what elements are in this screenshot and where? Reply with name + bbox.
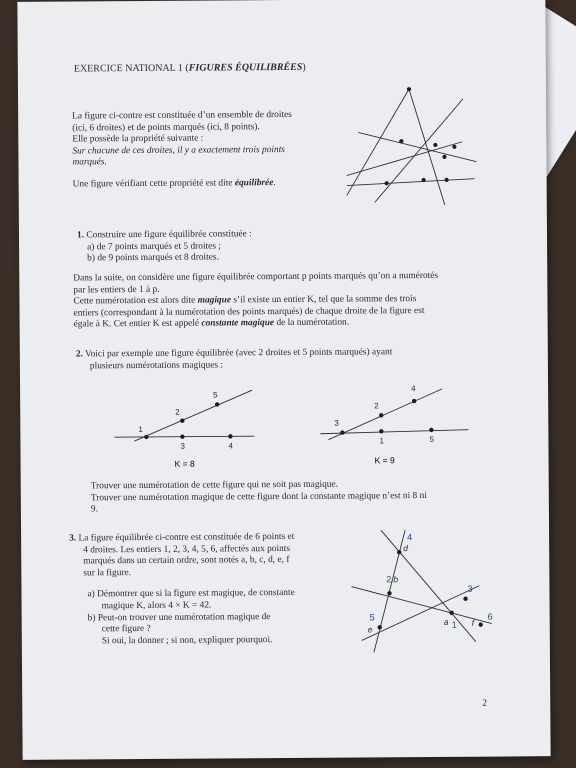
question-item: b) de 9 points marqués et 8 droites.: [87, 252, 219, 264]
question-item: a) de 7 points marqués et 5 droites ;: [87, 241, 221, 252]
diagram-point: [407, 87, 411, 91]
question-item: magique K, alors 4 × K = 42.: [101, 600, 212, 612]
definition-line: [73, 178, 333, 191]
paragraph-term: constante magique: [201, 318, 275, 329]
balanced-figure-diagram: [346, 87, 487, 213]
paragraph-line: entiers (correspondant à la numérotation des points marqués) de chaque droite de la figure est: [73, 305, 425, 319]
point-label: 1: [379, 436, 384, 446]
point-label: f: [471, 617, 475, 628]
point-label: 3: [180, 441, 185, 451]
handwritten-number: 3: [467, 583, 473, 594]
diagram-point: [442, 155, 446, 159]
diagram-point: [385, 181, 389, 185]
intro-line: La figure ci-contre est constituée d’un ensemble de droites: [72, 109, 292, 122]
intro-paragraph: [72, 110, 333, 191]
marked-point: [228, 434, 232, 438]
intro-line: Elle possède la propriété suivante :: [72, 133, 204, 145]
diagram-line: [409, 89, 445, 205]
paragraph-term: magique: [197, 295, 232, 306]
question-number: 2.: [75, 349, 83, 360]
point-label: d: [403, 543, 408, 554]
point-label: 2: [374, 401, 379, 411]
question-text: La figure équilibrée ci-contre est constituée de 6 points et: [78, 531, 295, 544]
question-text: 4 droites. Les entiers 1, 2, 3, 4, 5, 6, affectés aux points: [83, 543, 291, 555]
task-line: 9.: [90, 504, 98, 515]
point-label: e: [367, 624, 373, 635]
question-text: sur la figure.: [83, 567, 132, 579]
point-label: b: [393, 574, 399, 585]
exercise-title: [74, 62, 306, 75]
worksheet-page: [17, 0, 550, 760]
question-2-tasks: [91, 478, 511, 516]
question-item: Si oui, la donner ; si non, expliquer pourquoi.: [101, 634, 273, 647]
marked-point: [180, 434, 184, 438]
definition-term: équilibrée: [234, 178, 274, 189]
figure-caption: K = 9: [374, 455, 395, 466]
question-item: b) Peut-on trouver une numérotation magique de: [87, 611, 271, 623]
question-number: 1.: [76, 230, 85, 241]
question-text: Construire une figure équilibrée constituée :: [86, 229, 252, 241]
handwritten-number: 2: [386, 574, 392, 585]
paragraph-text: de la numérotation.: [274, 317, 350, 329]
paragraph-line: par les entiers de 1 à p.: [73, 284, 160, 296]
point-label: a: [443, 616, 449, 627]
point-label: 5: [213, 390, 218, 400]
title-text: ): [302, 61, 306, 73]
marked-point: [379, 413, 383, 417]
marked-point: [215, 402, 219, 406]
question-1: [77, 229, 252, 265]
figure-caption: K = 8: [174, 458, 195, 469]
diagram-point: [433, 143, 437, 147]
question-item: cette figure ?: [101, 624, 151, 635]
point-label: 5: [429, 434, 434, 444]
marked-point: [479, 622, 483, 626]
marked-point: [340, 430, 344, 434]
title-emphasis: FIGURES ÉQUILIBRÉES: [188, 61, 303, 74]
marked-point: [429, 428, 433, 432]
question-item: a) Démontrer que si la figure est magique, de constante: [87, 588, 295, 600]
definition-paragraph: [73, 270, 513, 331]
paragraph-line: Dans la suite, on considère une figure équilibrée comportant p points marqués qu’on a numérotés: [73, 270, 439, 284]
diagram-point: [452, 145, 456, 149]
marked-point: [449, 611, 453, 615]
question-2: [76, 346, 516, 372]
marked-point: [379, 429, 383, 433]
diagram-line: [374, 99, 464, 203]
definition-text: Une figure vérifiant cette propriété est dite: [72, 178, 235, 190]
marked-point: [463, 597, 467, 601]
example-figure-k8: [114, 384, 265, 475]
marked-point: [144, 435, 148, 439]
marked-point: [378, 625, 382, 629]
marked-point: [397, 550, 401, 554]
marked-point: [180, 418, 184, 422]
diagram-point: [421, 178, 425, 182]
title-text: EXERCICE NATIONAL 1 (: [73, 62, 189, 75]
paragraph-text: s’il existe un entier K, tel que la somme des trois: [230, 294, 417, 306]
intro-line: (ici, 6 droites) et de points marqués (ici, 8 points).: [72, 121, 260, 134]
diagram-point: [399, 139, 403, 143]
point-label: 4: [228, 441, 233, 451]
diagram-line: [358, 132, 476, 163]
point-label: 1: [138, 424, 143, 435]
question-number: 3.: [69, 533, 77, 544]
question-3-diagram: [351, 523, 522, 664]
page-number: 2: [482, 698, 487, 709]
diagram-line: [381, 530, 476, 643]
figure-line: [134, 390, 252, 441]
handwritten-number: 6: [487, 611, 493, 622]
point-label: 4: [411, 384, 416, 394]
example-figure-k9: [318, 377, 479, 470]
point-label: 3: [334, 418, 339, 428]
paragraph-text: Cette numérotation est alors dite: [73, 295, 198, 307]
handwritten-number: 5: [369, 612, 375, 623]
question-text: plusieurs numérotations magiques :: [89, 360, 223, 371]
task-line: Trouver une numérotation de cette figure qui ne soit pas magique.: [90, 479, 339, 492]
handwritten-number: 1: [451, 619, 457, 630]
paragraph-text: égale à K. Cet entier K est appelé: [73, 318, 202, 330]
handwritten-number: 4: [407, 532, 413, 543]
diagram-line: [347, 179, 475, 186]
marked-point: [387, 591, 391, 595]
point-label: 2: [175, 407, 180, 417]
question-text: Voici par exemple une figure équilibrée (avec 2 droites et 5 points marqués) ayant: [85, 347, 393, 360]
task-line: Trouver une numérotation magique de cette figure dont la constante magique n’est ni 8 ni: [90, 490, 427, 503]
question-text: marqués dans un certain ordre, sont notés a, b, c, d, e, f: [83, 555, 290, 567]
diagram-point: [444, 178, 448, 182]
intro-line: marqués.: [72, 157, 107, 168]
definition-text: .: [273, 178, 276, 189]
intro-line: Sur chacune de ces droites, il y a exactement trois points: [72, 144, 285, 157]
question-3: [69, 532, 340, 648]
marked-point: [412, 399, 416, 403]
